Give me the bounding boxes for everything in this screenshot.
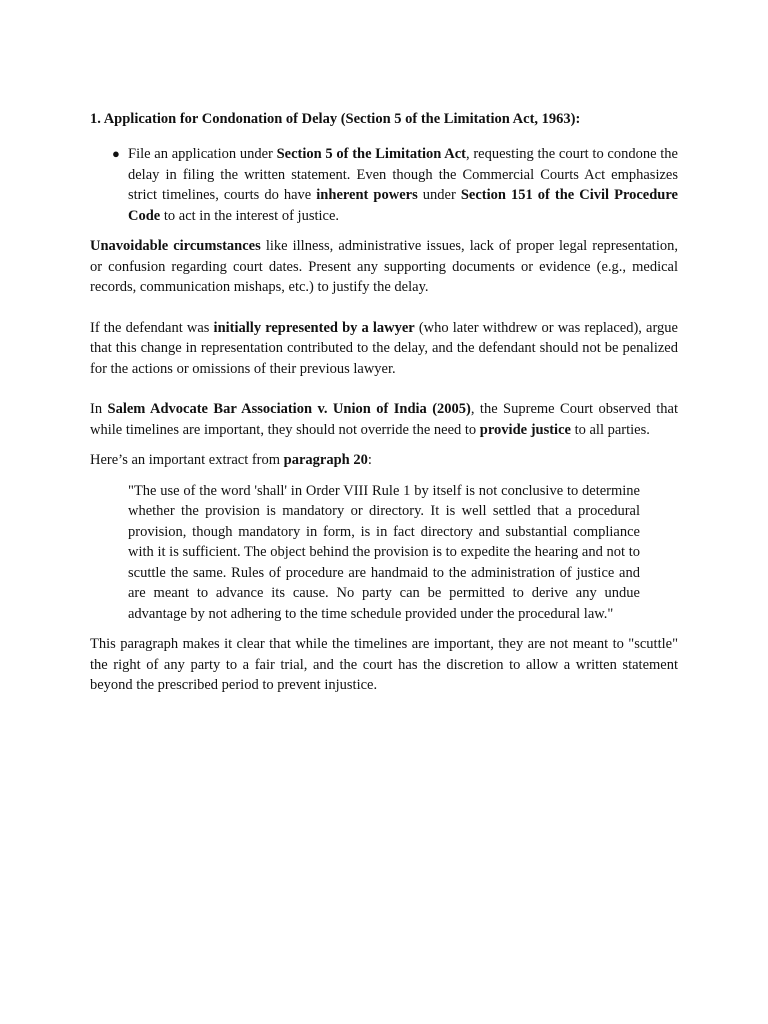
extract-text-1: Here’s an important extract from [90,452,284,468]
bold-case-name: Salem Advocate Bar Association v. Union of India (2005) [107,401,471,417]
bullet-text-1: File an application under [128,146,277,162]
unavoidable-text: like illness, administrative issues, lack of proper legal representation, or confusion regarding court dates. Present any supporting documents or evidence (e.g., medical records, communication mishaps, etc.) to justify the delay. [90,238,678,295]
bullet-list [90,144,678,226]
bullet-bold-inherent-powers: inherent powers [316,187,418,203]
bullet-icon: ● [112,146,120,161]
extract-text-2: : [367,452,372,468]
salem-text-2: , the Supreme Court observed that while timelines are important, they should not override the need to [90,401,678,438]
paragraph-unavoidable-circumstances [90,236,678,298]
lawyer-text-1: If the defendant was [90,319,214,336]
block-quote: "The use of the word 'shall' in Order VIII Rule 1 by itself is not conclusive to determine whether the provision is mandatory or directory. It is well settled that a procedural provision, though mandatory in form, is in fact directory and substantial compliance with it is sufficient. The object behind the provision is to expedite the hearing and not to scuttle the same. Rules of procedure are handmaid to the administration of justice and are meant to advance its cause. No party can be permitted to derive any undue advantage by not adhering to the time schedule provided under the procedural law." [128,482,640,622]
bullet-bold-section5: Section 5 of the Limitation Act [276,146,466,162]
bullet-bold-section151: Section 151 of the Civil Procedure Code [128,187,678,224]
bullet-text-4: to act in the interest of justice. [160,207,340,224]
bullet-item-condonation [128,144,678,226]
paragraph-lawyer [90,318,678,380]
bold-paragraph-20: paragraph 20 [283,452,368,468]
bullet-text-3: under [417,187,461,203]
document-page [90,108,678,696]
salem-text-1: In [90,401,108,417]
paragraph-salem-case [90,399,678,440]
section-heading: 1. Application for Condonation of Delay (Section 5 of the Limitation Act, 1963): [90,111,581,127]
bold-provide-justice: provide justice [479,421,571,438]
bold-initially-represented: initially represented by a lawyer [213,319,415,336]
paragraph-extract-intro [90,450,678,471]
bold-unavoidable-circumstances: Unavoidable circumstances [90,238,261,254]
salem-text-3: to all parties. [570,421,650,438]
paragraph-conclusion: This paragraph makes it clear that while the timelines are important, they are not meant to "scuttle" the right of any party to a fair trial, and the court has the discretion to allow a written statement beyond the prescribed period to prevent injustice. [90,636,678,693]
bullet-text-2: , requesting the court to condone the delay in filing the written statement. Even though the Commercial Courts Act emphasizes strict timelines, courts do have [128,146,678,203]
lawyer-text-2: (who later withdrew or was replaced), argue that this change in representation contributed to the delay, and the defendant should not be penalized for the actions or omissions of their previous lawyer. [90,319,678,377]
